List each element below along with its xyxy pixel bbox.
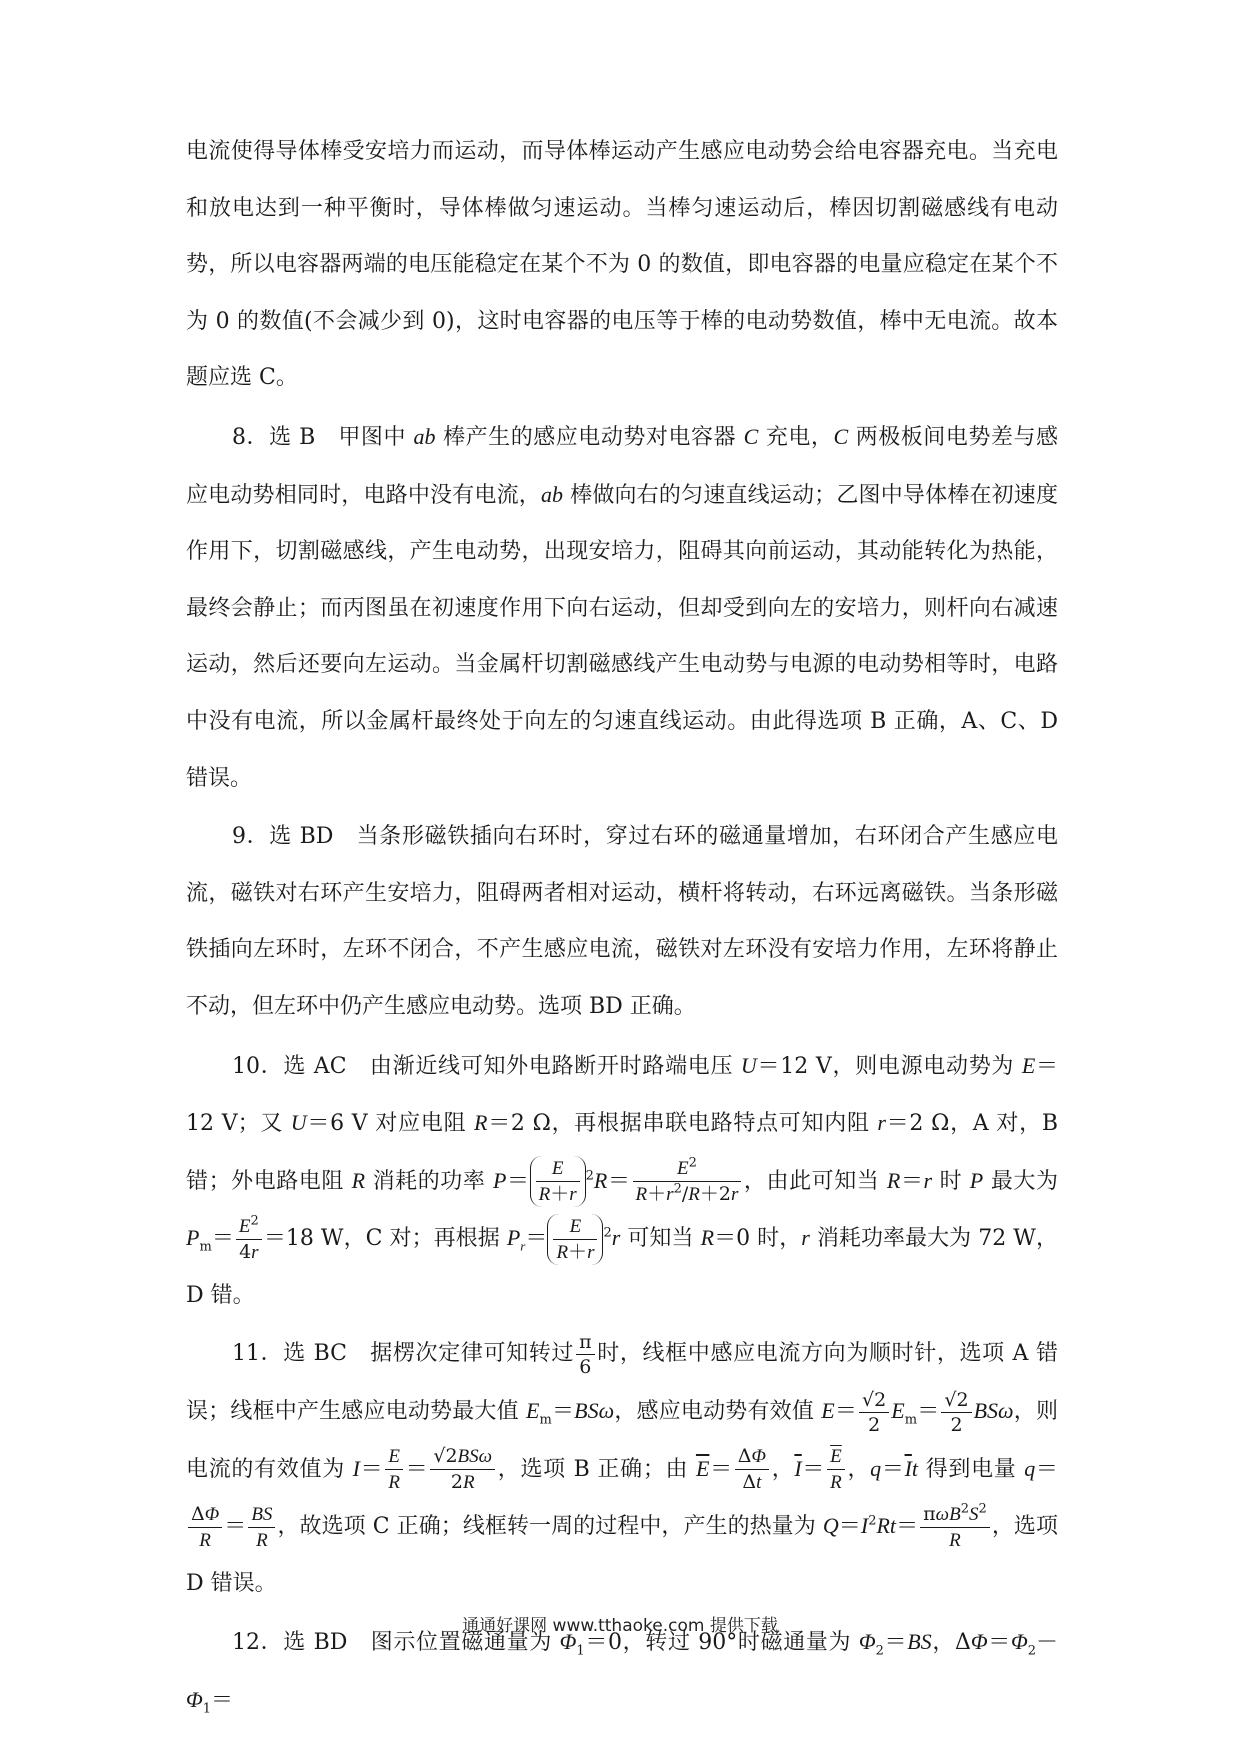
- paragraph-9: 9．选 BD 当条形磁铁插向右环时，穿过右环的磁通量增加，右环闭合产生感应电流，磁铁对右环产生安培力，阻碍两者相对运动，横杆将转动，右环远离磁铁。当条形磁铁插向左环时，左环不闭合，不产生感应电流，磁铁对左环没有安培力作用，左环将静止不动，但左环中仍产生感应电动势。选项 BD 正确。: [186, 824, 1058, 1019]
- paragraph-12: 12．选 BD 图示位置磁通量为 $\Phi_1=0$，转过 90°时磁通量为 $\Phi_2=BS$，$\Delta\Phi=\Phi_2-\Phi_1=$: [186, 1629, 1058, 1717]
- paragraph-8: 8．选 B 甲图中 ab 棒产生的感应电动势对电容器 C 充电，C 两极板间电势差与感应电动势相同时，电路中没有电流，ab 棒做向右的匀速直线运动；乙图中导体棒在初速度作用下，切割磁感线，产生电动势，出现安培力，阻碍其向前运动，其动能转化为热能，最终会静止；而丙图虽在初速度作用下向右运动，但却受到向左的安培力，则杆向右减速运动，然后还要向左运动。当金属杆切割磁感线产生电动势与电源的电动势相等时，电路中没有电流，所以金属杆最终处于向左的匀速直线运动。由此得选项 B 正确，A、C、D 错误。: [186, 423, 1058, 791]
- paragraph-intro: 电流使得导体棒受安培力而运动，而导体棒运动产生感应电动势会给电容器充电。当充电和放电达到一种平衡时，导体棒做匀速运动。当棒匀速运动后，棒因切割磁感线有电动势，所以电容器两端的电压能稳定在某个不为 0 的数值，即电容器的电量应稳定在某个不为 0 的数值(不会减少到 0)，这时电容器的电压等于棒的电动势数值，棒中无电流。故本题应选 C。: [186, 139, 1058, 391]
- paragraph-10: 10．选 AC 由渐近线可知外电路断开时路端电压 U＝12 V，则电源电动势为 E＝12 V；又 U＝6 V 对应电阻 R＝2 Ω，再根据串联电路特点可知内阻 r＝2 Ω，A 对，B 错；外电路电阻 R 消耗的功率 P＝ $\frac{E}{R+r}$ $^2$R＝ $\frac{E^2}{R+r^2/R+2r}$ ，由此可知当 R＝r 时 P 最大为 $P_m=$ $\frac{E^2}{4r}$ ＝18 W，C 对；再根据 $P_r=$ $\frac{E}{R+r}$ $^2$r 可知当 R＝0 时，r 消耗功率最大为 72 W，D 错。: [186, 1052, 1058, 1308]
- paragraph-11: 11．选 BC 据楞次定律可知转过 $\frac{\pi}{6}$ 时，线框中感应电流方向为顺时针，选项 A 错误；线框中产生感应电动势最大值 $E_m=BS\omega$，感应电动势有效值 E＝ $\frac{√2}{2}$ $E_m=$ $\frac{√2}{2}$ BSω，则电流的有效值为 I＝ $\frac{E}{R}$ ＝ $\frac{\text{√2BSω}}{2R}$ ，选项 B 正确；由 $\overline{E}=$ $\frac{\Delta\Phi}{\Delta t}$ ，$\overline{I}=$ $\frac{\overline{E}}{R}$ ，$q=\overline{I}t$ 得到电量 q＝ $\frac{\Delta\Phi}{R}$ ＝ $\frac{BS}{R}$ ，故选项 C 正确；线框转一周的过程中，产生的热量为 $Q=I^2Rt=$ $\frac{\pi\omega B^2S^2}{R}$ ，选项 D 错误。: [186, 1330, 1058, 1596]
- answer-text: [186, 124, 1058, 1732]
- page-footer: 通通好课网 www.tthaoke.com 提供下载: [462, 1616, 778, 1636]
